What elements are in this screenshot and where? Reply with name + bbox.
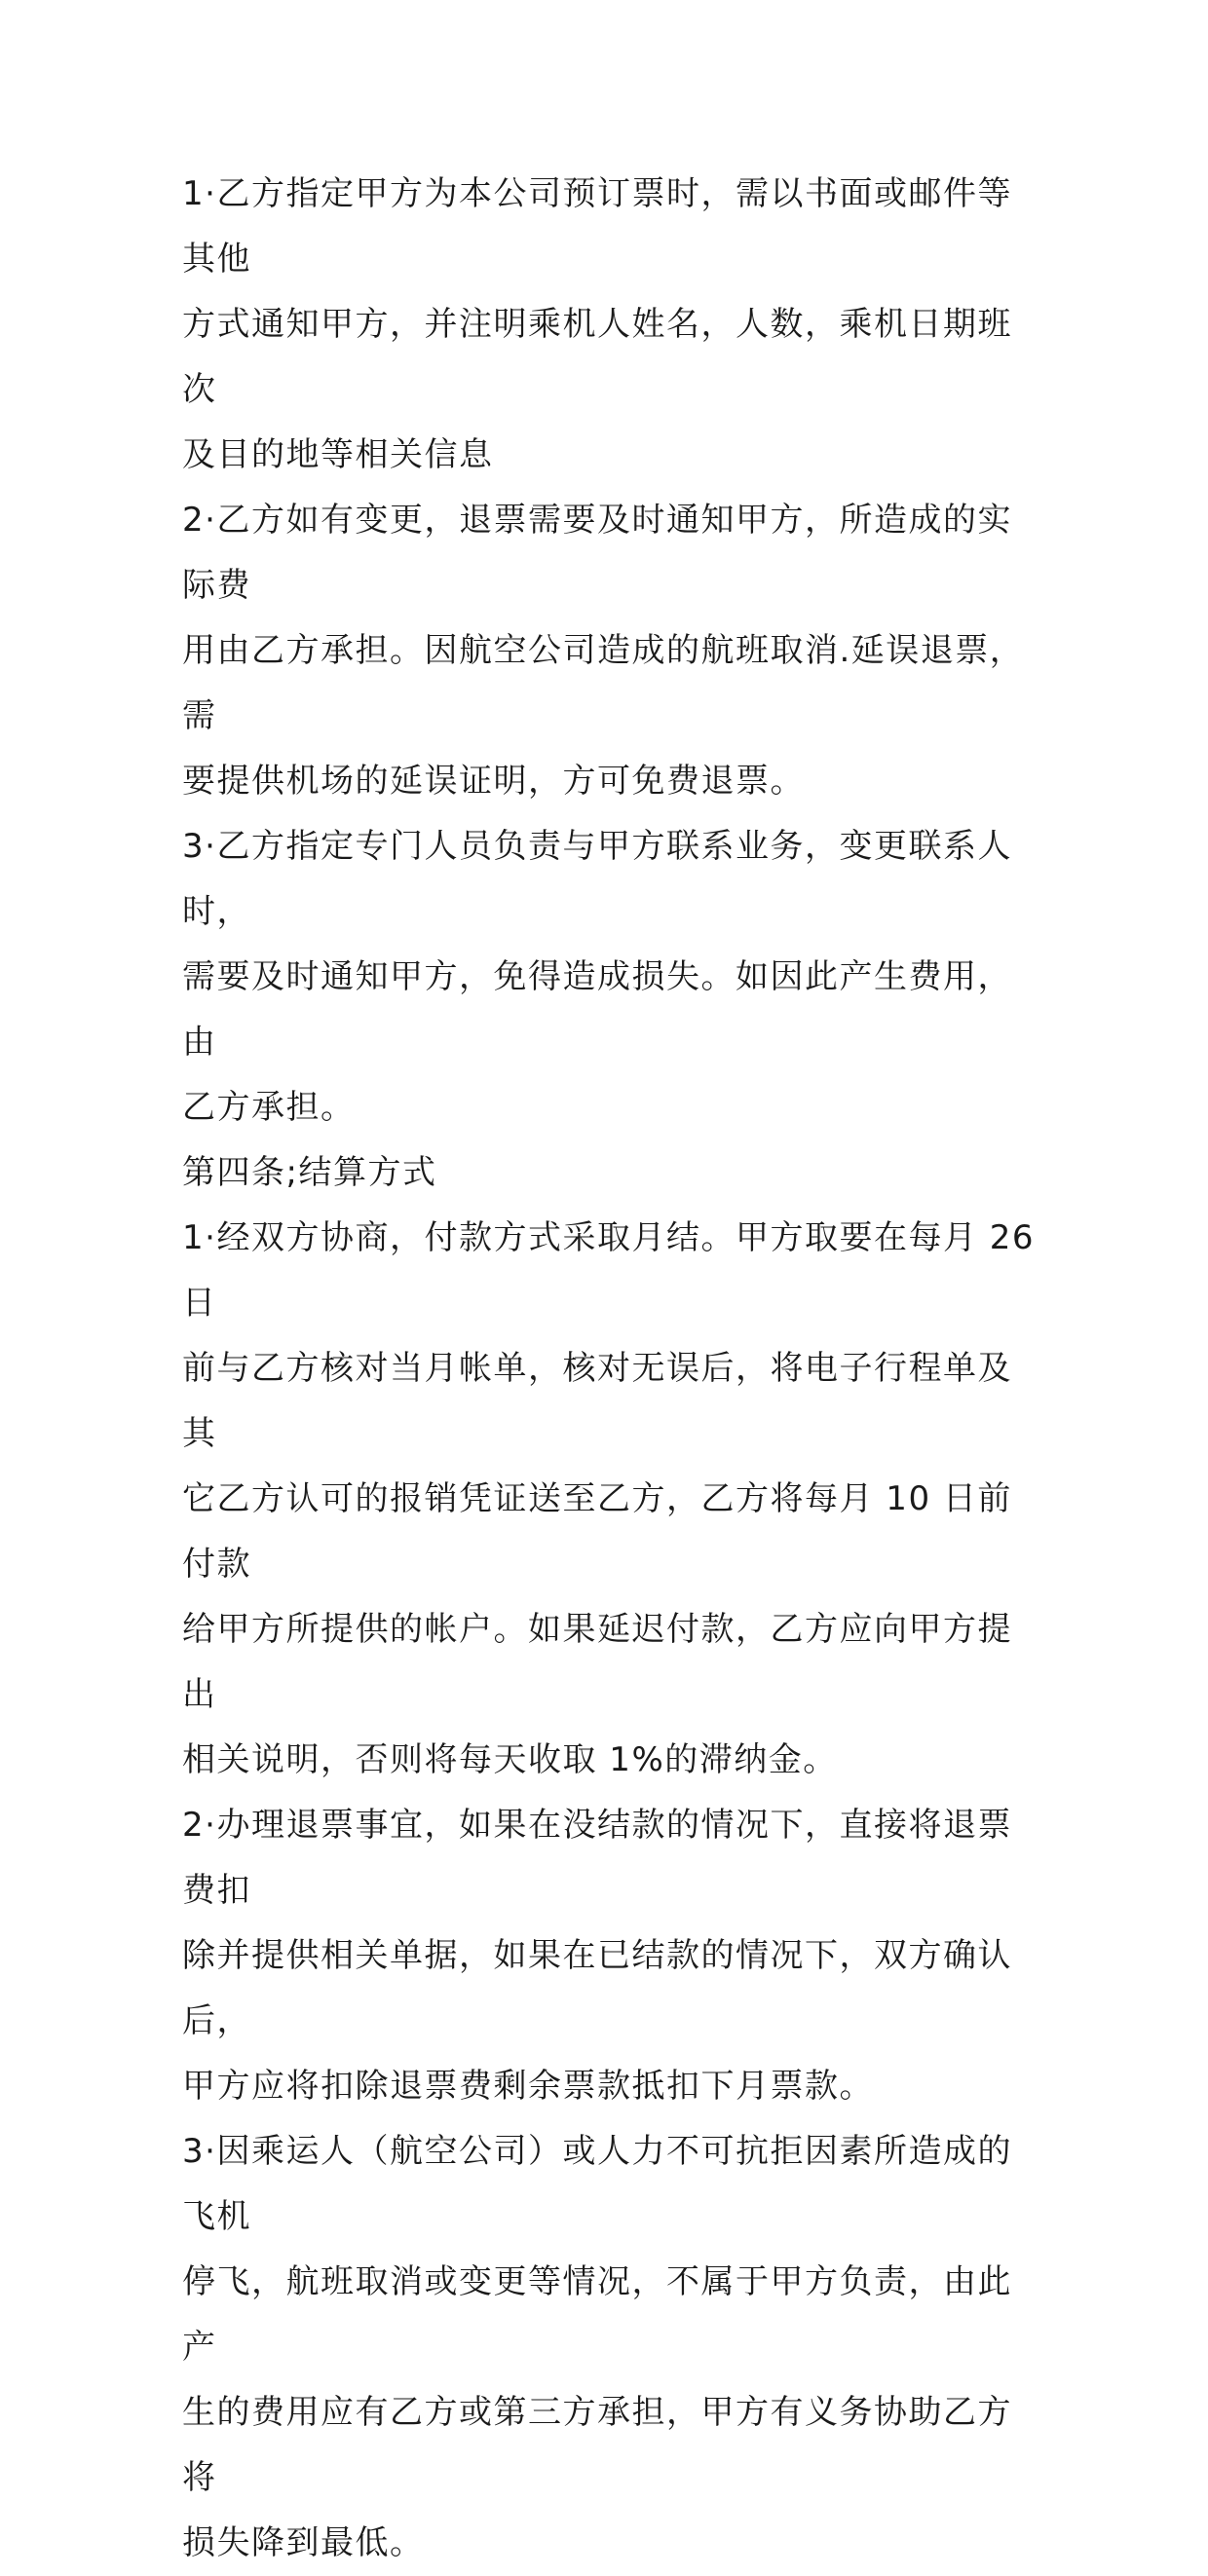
clause-3-item-3: 3·乙方指定专门人员负责与甲方联系业务，变更联系人时， 需要及时通知甲方，免得造成损失。如因此产生费用，由 乙方承担。 [182,827,1012,1127]
clause-4-item-1: 1·经双方协商，付款方式采取月结。甲方取要在每月 26 日 前与乙方核对当月帐单，核对无误后，将电子行程单及其 它乙方认可的报销凭证送至乙方，乙方将每月 10 日前付款 给甲方所提供的帐户。如果延迟付款，乙方应向甲方提出 相关说明，否则将每天收取 1%的滞纳金。 [182,1218,1036,1779]
clause-3-item-2: 2·乙方如有变更，退票需要及时通知甲方，所造成的实际费 用由乙方承担。因航空公司造成的航班取消.延误退票，需 要提供机场的延误证明，方可免费退票。 [182,501,1025,801]
clause-4-item-3: 3·因乘运人（航空公司）或人力不可抗拒因素所造成的飞机 停飞，航班取消或变更等情况，不属于甲方负责，由此产 生的费用应有乙方或第三方承担，甲方有义务协助乙方将 损失降到最低。 [182,2132,1012,2562]
clause-3-item-1: 1·乙方指定甲方为本公司预订票时，需以书面或邮件等其他 方式通知甲方，并注明乘机人姓名，人数，乘机日期班次 及目的地等相关信息 [182,174,1012,474]
section-heading-settlement: 第四条;结算方式 [182,1153,437,1192]
clause-4-item-2: 2·办理退票事宜，如果在没结款的情况下，直接将退票费扣 除并提供相关单据，如果在已结款的情况下，双方确认后， 甲方应将扣除退票费剩余票款抵扣下月票款。 [182,1806,1012,2106]
document-body [182,162,1039,2576]
